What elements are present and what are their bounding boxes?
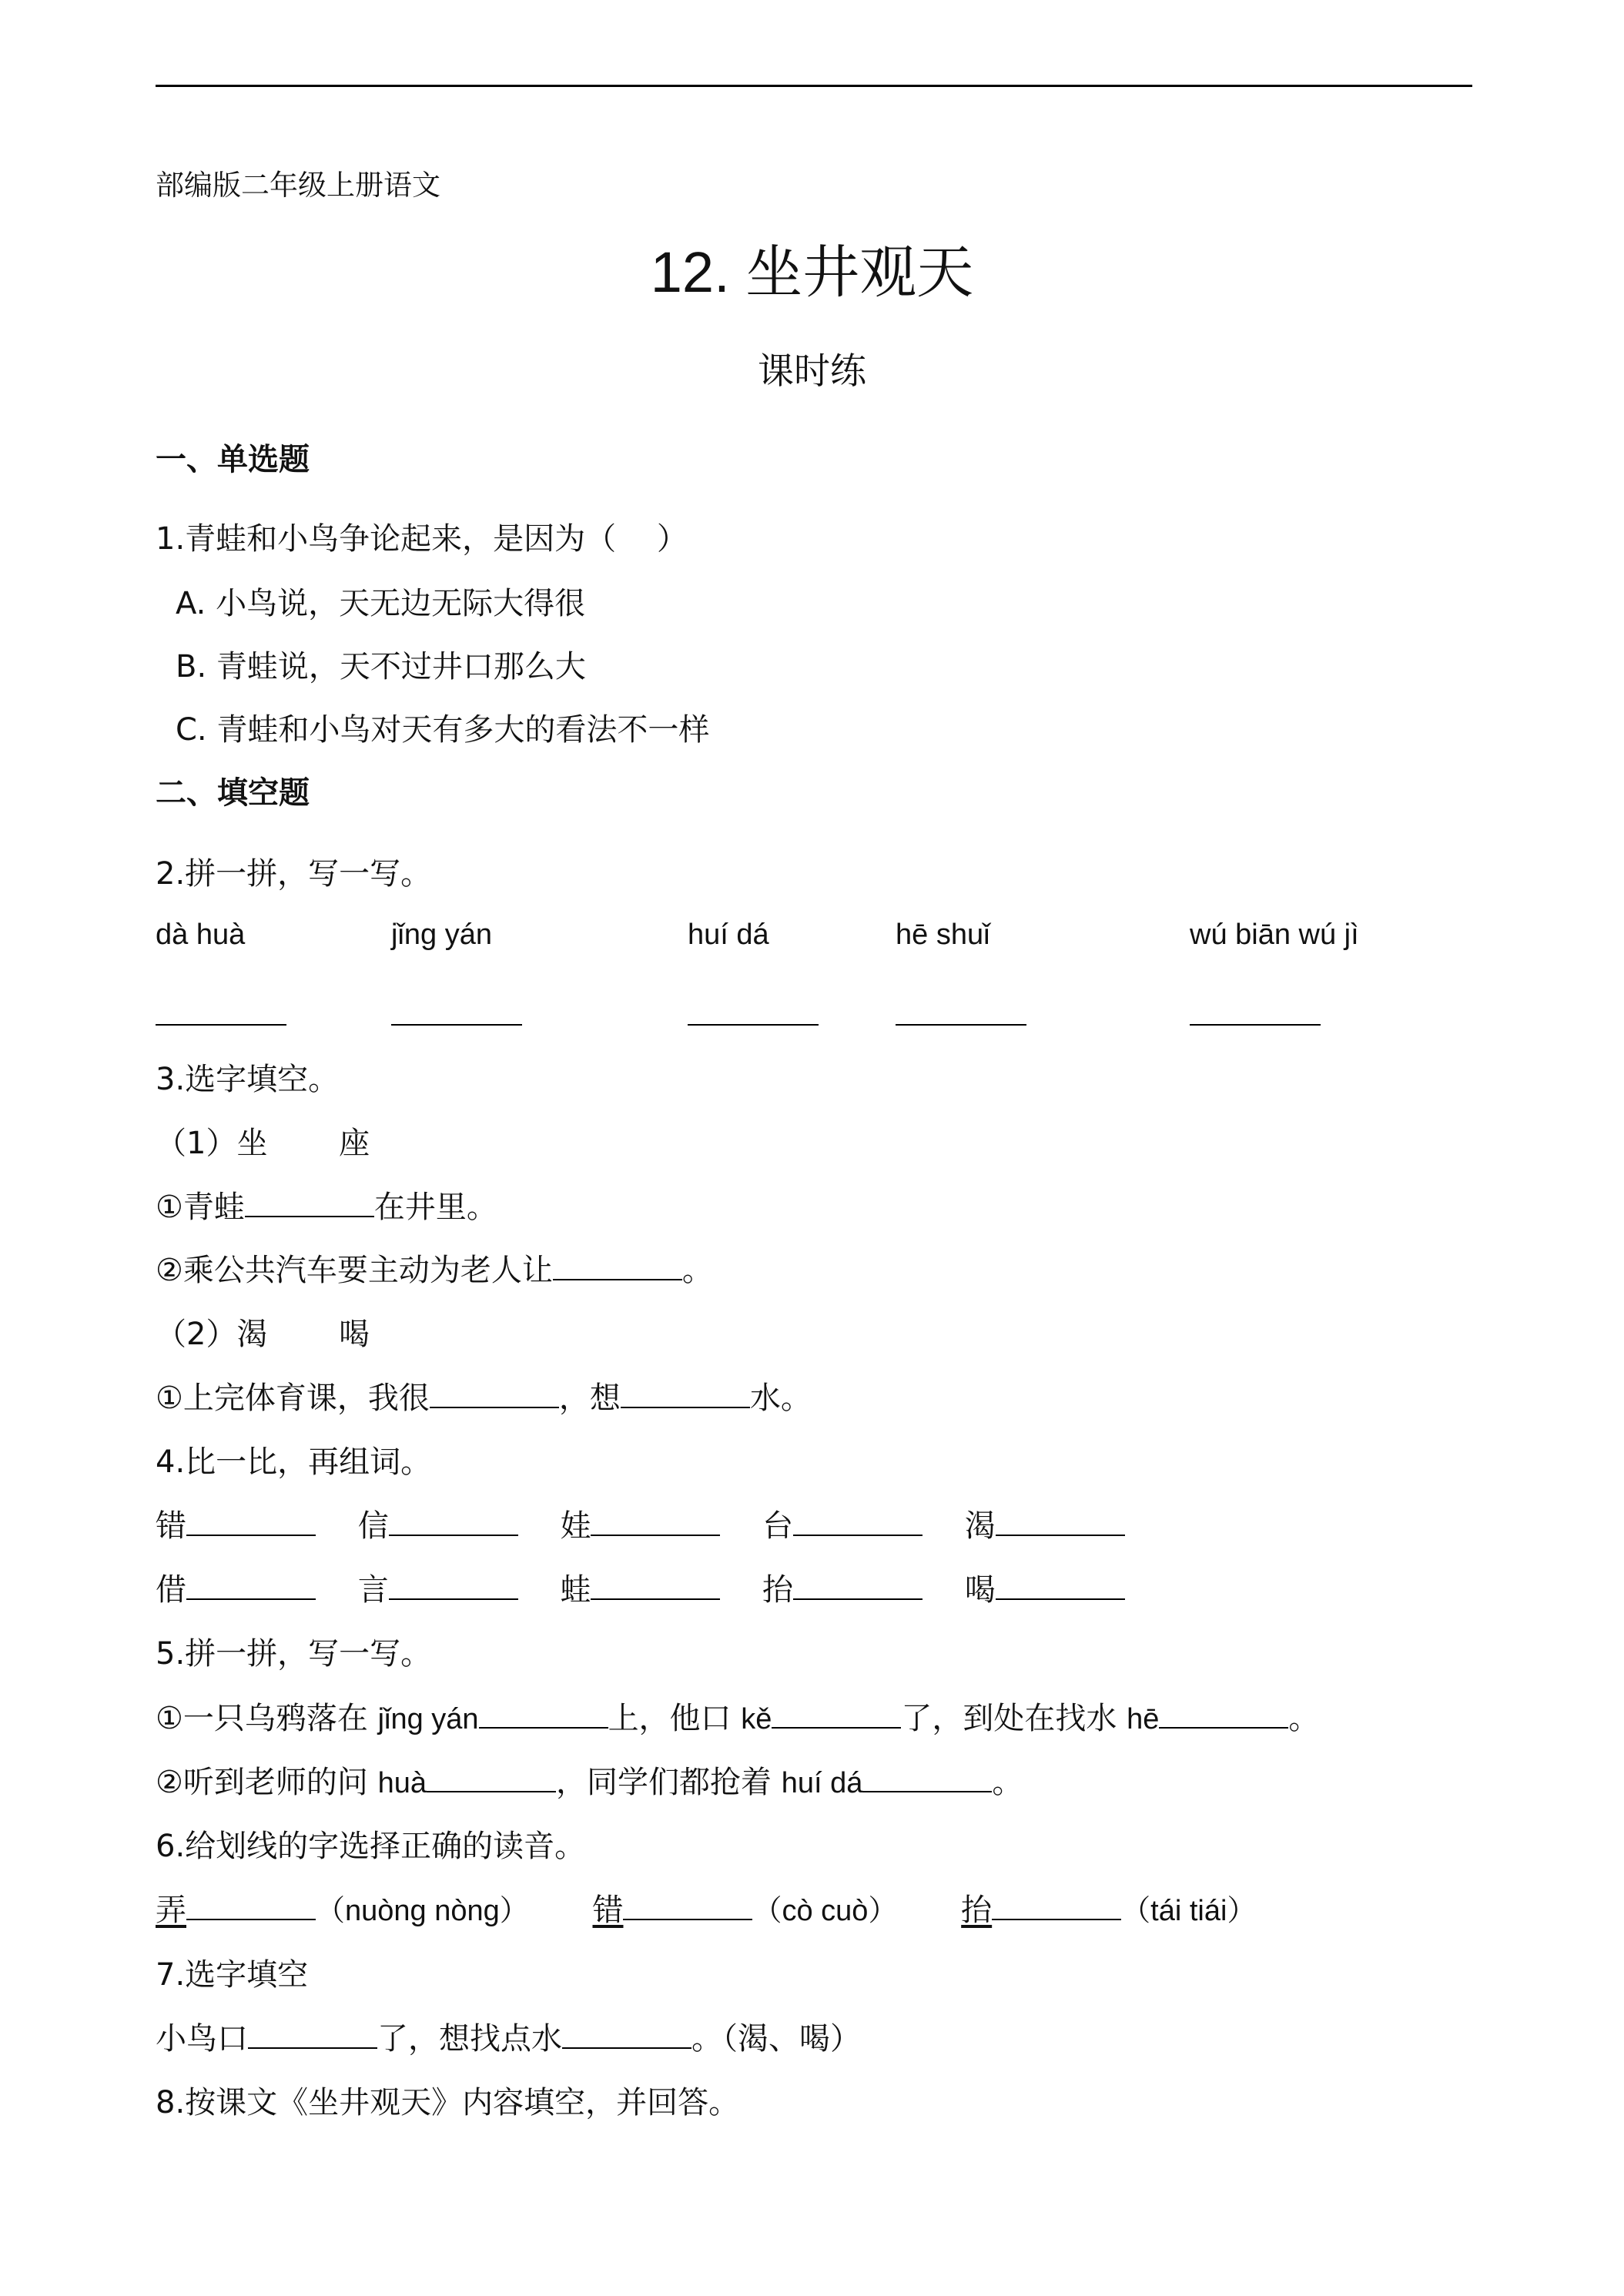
answer-blank[interactable] xyxy=(389,1569,518,1600)
answer-blank[interactable] xyxy=(992,1889,1121,1920)
question-1-option-a: A. 小鸟说，天无边无际大得很 xyxy=(176,586,586,621)
q2-pinyin-4: hē shuǐ xyxy=(896,919,990,951)
q2-pinyin-3: huí dá xyxy=(688,919,769,951)
answer-blank[interactable] xyxy=(430,1377,559,1408)
section-heading-single-choice: 一、单选题 xyxy=(156,442,310,477)
q4-char: 渴 xyxy=(964,1508,996,1544)
question-5-stem: 5.拼一拼，写一写。 xyxy=(156,1636,432,1672)
q3-line-3 xyxy=(156,1374,812,1417)
q2-pinyin-1: dà huà xyxy=(156,919,246,951)
q5-pinyin: huà xyxy=(377,1767,427,1799)
q3-line-1 xyxy=(156,1183,497,1227)
section-heading-fill-blank: 二、填空题 xyxy=(156,775,310,811)
question-1-stem: 1.青蛙和小鸟争论起来，是因为（ ） xyxy=(156,521,688,557)
answer-blank[interactable] xyxy=(562,2018,691,2049)
q3-line-3-post: 水。 xyxy=(749,1381,812,1416)
q4-char: 错 xyxy=(156,1508,186,1544)
question-1-option-b: B. 青蛙说，天不过井口那么大 xyxy=(176,649,586,684)
q2-pinyin-2: jǐng yán xyxy=(391,919,492,951)
q4-row-2 xyxy=(156,1565,1125,1609)
question-2-stem: 2.拼一拼，写一写。 xyxy=(156,856,432,892)
header-rule xyxy=(156,85,1472,87)
q7-post: 。（渴、喝） xyxy=(691,2021,861,2057)
q6-char: 弄 xyxy=(156,1893,186,1928)
question-7-stem: 7.选字填空 xyxy=(156,1957,309,1993)
answer-blank[interactable] xyxy=(996,1505,1125,1536)
answer-blank[interactable] xyxy=(772,1698,901,1729)
q5-pinyin: kě xyxy=(741,1703,772,1735)
q4-char: 娃 xyxy=(560,1508,591,1544)
answer-blank[interactable] xyxy=(623,1889,752,1920)
q3-group-2: （2）渴 喝 xyxy=(156,1317,370,1352)
q5-pinyin: hē xyxy=(1127,1703,1160,1735)
q7-pre: 小鸟口 xyxy=(156,2021,248,2057)
q5-text: 。 xyxy=(1288,1701,1320,1736)
q2-answer-blank[interactable] xyxy=(391,1024,522,1026)
q6-choices: （nuòng nòng） xyxy=(316,1895,529,1927)
q5-text: ，同学们都抢着 xyxy=(555,1765,782,1800)
answer-blank[interactable] xyxy=(591,1505,720,1536)
answer-blank[interactable] xyxy=(862,1762,992,1792)
answer-blank[interactable] xyxy=(389,1505,518,1536)
q2-answer-blank[interactable] xyxy=(156,1024,286,1026)
q4-char: 借 xyxy=(156,1572,186,1608)
series-label: 部编版二年级上册语文 xyxy=(156,169,440,202)
q4-char: 台 xyxy=(762,1508,794,1544)
q5-text: ②听到老师的问 xyxy=(156,1765,378,1800)
answer-blank[interactable] xyxy=(1159,1698,1288,1729)
question-1-option-c: C. 青蛙和小鸟对天有多大的看法不一样 xyxy=(176,712,710,748)
q4-char: 喝 xyxy=(964,1572,996,1608)
q4-char: 抬 xyxy=(762,1572,794,1608)
question-8-stem: 8.按课文《坐井观天》内容填空，并回答。 xyxy=(156,2085,740,2120)
page-subtitle: 课时练 xyxy=(758,350,866,393)
answer-blank[interactable] xyxy=(793,1569,922,1600)
q6-row xyxy=(156,1886,1256,1930)
q6-char: 错 xyxy=(592,1893,624,1928)
answer-blank[interactable] xyxy=(621,1377,750,1408)
q3-line-3-pre: ①上完体育课，我很 xyxy=(156,1381,430,1416)
q2-answer-blank[interactable] xyxy=(1190,1024,1321,1026)
answer-blank[interactable] xyxy=(793,1505,922,1536)
q5-text: ①一只乌鸦落在 xyxy=(156,1701,378,1736)
q3-line-2 xyxy=(156,1246,713,1290)
q5-text: 。 xyxy=(992,1765,1023,1800)
answer-blank[interactable] xyxy=(479,1698,608,1729)
answer-blank[interactable] xyxy=(186,1889,316,1920)
q5-pinyin: jǐng yán xyxy=(377,1703,479,1735)
q5-line-1 xyxy=(156,1694,1319,1738)
q4-char: 蛙 xyxy=(560,1572,591,1608)
answer-blank[interactable] xyxy=(427,1762,556,1792)
q7-line xyxy=(156,2014,861,2058)
q3-line-1-post: 在井里。 xyxy=(373,1190,497,1225)
q3-line-2-pre: ②乘公共汽车要主动为老人让 xyxy=(156,1253,553,1288)
q5-text: 上，他口 xyxy=(608,1701,742,1736)
q6-choices: （tái tiái） xyxy=(1121,1895,1257,1927)
q6-choices: （cò cuò） xyxy=(752,1895,898,1927)
q3-line-2-post: 。 xyxy=(681,1253,713,1288)
q5-line-2 xyxy=(156,1758,1023,1802)
q5-pinyin: huí dá xyxy=(781,1767,863,1799)
question-4-stem: 4.比一比，再组词。 xyxy=(156,1444,432,1480)
question-3-stem: 3.选字填空。 xyxy=(156,1062,340,1097)
q5-text: 了，到处在找水 xyxy=(901,1701,1127,1736)
answer-blank[interactable] xyxy=(591,1569,720,1600)
q4-char: 言 xyxy=(357,1572,389,1608)
q4-char: 信 xyxy=(357,1508,389,1544)
question-6-stem: 6.给划线的字选择正确的读音。 xyxy=(156,1829,586,1864)
q3-line-3-mid: ，想 xyxy=(558,1381,621,1416)
q4-row-1 xyxy=(156,1501,1125,1545)
answer-blank[interactable] xyxy=(996,1569,1125,1600)
q7-mid: 了，想找点水 xyxy=(377,2021,562,2057)
q2-answer-blank[interactable] xyxy=(688,1024,819,1026)
q3-line-1-pre: ①青蛙 xyxy=(156,1190,245,1225)
answer-blank[interactable] xyxy=(186,1505,316,1536)
answer-blank[interactable] xyxy=(245,1186,374,1217)
page-title: 12. 坐井观天 xyxy=(650,240,974,304)
q6-char: 抬 xyxy=(961,1893,993,1928)
q2-answer-blank[interactable] xyxy=(896,1024,1026,1026)
q2-pinyin-5: wú biān wú jì xyxy=(1190,919,1359,951)
q3-group-1: （1）坐 座 xyxy=(156,1126,370,1161)
answer-blank[interactable] xyxy=(186,1569,316,1600)
answer-blank[interactable] xyxy=(553,1250,682,1280)
answer-blank[interactable] xyxy=(248,2018,377,2049)
